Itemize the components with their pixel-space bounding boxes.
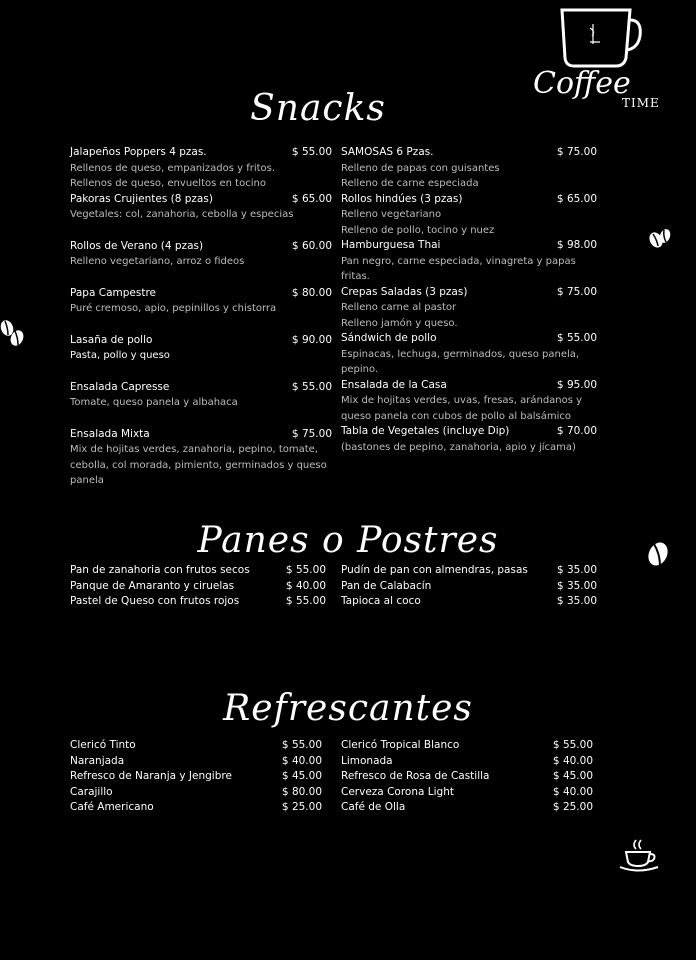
menu-item [341,285,597,332]
item-name: Jalapeños Poppers 4 pzas. [70,146,207,158]
coffee-beans-icon [0,318,26,348]
menu-item [70,239,332,270]
menu-item [70,192,332,223]
item-price: $ 40.00 [285,579,326,592]
item-name: Ensalada de la Casa [341,378,447,391]
item-description: Relleno de carne especiada [341,178,479,189]
item-name: Pudín de pan con almendras, pasas [341,564,528,576]
item-name: Pakoras Crujientes (8 pzas) [70,192,213,205]
item-description: Rellenos de queso, envueltos en tocino [70,178,266,189]
item-description: Espinacas, lechuga, germinados, queso panela, [341,348,580,360]
item-price: $ 25.00 [281,801,322,813]
item-price: $ 75.00 [556,285,597,298]
menu-item [70,333,332,364]
menu-item [341,563,597,579]
item-name: Panque de Amaranto y ciruelas [70,579,235,592]
item-description: Tomate, queso panela y albahaca [70,397,238,408]
item-price: $ 45.00 [552,770,593,782]
menu-item [70,754,322,770]
item-name: Pan de zanahoria con frutos secos [70,564,250,576]
menu-item [70,738,322,754]
item-description: Relleno de pollo, tocino y nuez [341,224,495,236]
item-price: $ 55.00 [552,739,593,751]
menu-item [70,785,322,801]
snacks-right-column [341,145,597,455]
item-name: Tabla de Vegetales (incluye Dip) [341,425,510,437]
item-name: Lasaña de pollo [70,333,153,346]
item-price: $ 80.00 [281,785,322,798]
brand-subtitle: TIME [622,96,660,110]
item-name: Pan de Calabacín [341,579,432,592]
item-name: Rollos de Verano (4 pzas) [70,239,204,252]
item-price: $ 35.00 [556,595,597,607]
panes-right-column [341,563,597,610]
item-price: $ 98.00 [556,239,597,251]
item-name: Café de Olla [341,801,406,813]
item-description: cebolla, col morada, pimiento, germinados y queso [70,459,327,471]
section-title-panes: Panes o Postres [197,520,499,561]
item-price: $ 40.00 [552,754,593,767]
item-price: $ 35.00 [556,564,597,576]
item-description: Mix de hojitas verdes, zanahoria, pepino, tomate, [70,444,318,455]
menu-item [70,769,322,785]
item-price: $ 90.00 [291,333,332,346]
menu-item [341,800,593,816]
brand-name: Coffee [533,66,631,101]
item-name: Pastel de Queso con frutos rojos [70,595,240,607]
item-name: Ensalada Capresse [70,380,170,393]
item-price: $ 40.00 [281,754,322,767]
item-price: $ 55.00 [291,146,332,158]
item-name: Papa Campestre [70,286,156,299]
menu-item [70,145,332,192]
coffee-beans-icon [648,226,672,250]
section-title-snacks: Snacks [250,88,386,129]
menu-item [70,427,332,489]
item-price: $ 65.00 [556,192,597,205]
item-name: Refresco de Naranja y Jengibre [70,770,232,782]
menu-item [341,769,593,785]
item-price: $ 55.00 [291,380,332,393]
item-description: Vegetales: col, zanahoria, cebolla y especias [70,209,294,220]
item-name: Clericó Tropical Blanco [341,739,460,751]
menu-item [341,331,597,378]
item-description: Relleno carne al pastor [341,302,457,313]
menu-item [70,380,332,411]
menu-item [341,738,593,754]
coffee-bean-icon [646,540,670,568]
item-description: pepino. [341,364,379,375]
item-price: $ 70.00 [556,425,597,437]
item-name: Café Americano [70,801,154,813]
item-price: $ 80.00 [291,286,332,299]
item-name: SAMOSAS 6 Pzas. [341,146,434,158]
menu-item [341,594,597,610]
menu-item [341,579,597,595]
item-price: $ 55.00 [285,564,326,576]
item-description: Puré cremoso, apio, pepinillos y chistorra [70,303,277,314]
menu-item [341,378,597,425]
menu-item [341,785,593,801]
refrescantes-right-column [341,738,593,816]
item-description: queso panela con cubos de pollo al balsámico [341,410,572,422]
menu-item [341,238,597,285]
coffee-cup-saucer-icon [618,838,660,872]
item-price: $ 75.00 [291,427,332,440]
item-price: $ 35.00 [556,579,597,592]
item-price: $ 45.00 [281,770,322,782]
item-price: $ 25.00 [552,801,593,813]
item-name: Naranjada [70,754,125,767]
item-price: $ 60.00 [291,239,332,252]
item-name: Sándwich de pollo [341,332,437,344]
item-name: Limonada [341,754,393,767]
item-name: Rollos hindúes (3 pzas) [341,192,463,205]
item-description: fritas. [341,271,370,282]
menu-item [70,563,326,579]
menu-item [341,145,597,192]
item-name: Cerveza Corona Light [341,785,454,798]
item-name: Crepas Saladas (3 pzas) [341,285,468,298]
item-description: Relleno jamón y queso. [341,317,458,329]
item-name: Refresco de Rosa de Castilla [341,770,490,782]
item-price: $ 40.00 [552,785,593,798]
refrescantes-left-column [70,738,322,816]
item-description: panela [70,475,104,486]
panes-left-column [70,563,326,610]
item-description: Relleno de papas con guisantes [341,162,500,174]
item-name: Ensalada Mixta [70,427,150,440]
item-name: Hamburguesa Thai [341,239,441,251]
item-name: Tapioca al coco [341,595,421,607]
item-price: $ 55.00 [281,739,322,751]
item-description: (bastones de pepino, zanahoria, apio y jícama) [341,441,576,453]
item-price: $ 75.00 [556,146,597,158]
menu-item [70,579,326,595]
item-description: Mix de hojitas verdes, uvas, fresas, arándanos y [341,395,583,406]
menu-item [70,286,332,317]
menu-item [70,800,322,816]
item-price: $ 95.00 [556,378,597,391]
item-name: Clericó Tinto [70,739,136,751]
item-price: $ 55.00 [285,595,326,607]
item-name: Carajillo [70,785,113,798]
item-description: Pan negro, carne especiada, vinagreta y papas [341,255,576,267]
section-title-refrescantes: Refrescantes [223,688,473,729]
menu-item [341,192,597,239]
menu-item [341,754,593,770]
item-price: $ 65.00 [291,192,332,205]
snacks-left-column [70,145,332,489]
item-description: Rellenos de queso, empanizados y fritos. [70,162,276,174]
menu-item [341,424,597,455]
item-price: $ 55.00 [556,332,597,344]
item-description: Relleno vegetariano [341,209,442,220]
item-description: Pasta, pollo y queso [70,350,170,361]
item-description: Relleno vegetariano, arroz o fideos [70,256,245,267]
menu-item [70,594,326,610]
